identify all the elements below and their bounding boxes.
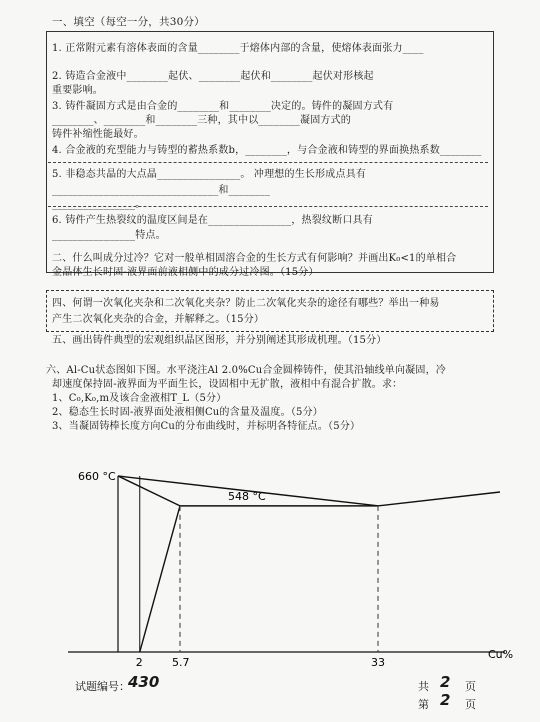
q5a-text: 5. 非稳态共晶的大点晶________________。 冲理想的生长形成点具有: [52, 169, 367, 180]
section2-line1: 二、什么叫成分过冷？它对一般单相固溶合金的生长方式有何影响？并画出K₀<1的单相合: [52, 253, 457, 264]
section6-line1: 六、Al-Cu状态图如下图。水平浇注Al 2.0%Cu合金圆棒铸件，使其沿轴线单向凝固，冷: [46, 365, 446, 376]
eutectic-temperature-label: 548 °C: [228, 489, 266, 503]
section6-item3: 3、当凝固铸棒长度方向Cu的分布曲线时，并标明各特征点。（5分）: [52, 421, 361, 432]
q2b-text: 重要影响。: [52, 85, 103, 96]
x-tick-label: 5.7: [172, 656, 190, 669]
section4-line2: 产生二次氧化夹杂的合金，并解释之。（15分）: [52, 314, 265, 325]
q6a-text: 6. 铸件产生热裂纹的温度区间是在________________，热裂纹断口具有: [52, 215, 373, 226]
liquidus-right-line: [378, 492, 500, 506]
current-page-label: 第: [418, 698, 429, 711]
x-axis-unit-label: Cu%: [488, 648, 514, 661]
q5b-text: ________________________________和________: [52, 185, 271, 196]
total-pages-value: 2: [440, 673, 451, 691]
q6b-text: ________________特点。: [52, 230, 166, 241]
exam-code-value: 430: [128, 673, 160, 691]
current-page-value: 2: [440, 691, 451, 709]
q4-text: 4. 合金液的充型能力与铸型的蓄热系数b，________，与合金液和铸型的界面换热系数________: [52, 145, 482, 156]
q1-text: 1. 正常附元素有溶体表面的含量________于熔体内部的含量，使熔体表面张力____: [52, 43, 424, 54]
section2-line2: 金晶体生长时固-液界面前液相侧中的成分过冷图。（15分）: [52, 267, 319, 278]
melting-point-label: 660 °C: [78, 470, 116, 483]
total-pages-label: 共: [418, 680, 429, 693]
solvus-line: [140, 506, 180, 652]
section5-text: 五、画出铸件典型的宏观组织晶区图形，并分别阐述其形成机理。（15分）: [52, 335, 387, 346]
section1-heading: 一、填空（每空一分，共30分）: [52, 16, 205, 28]
x-tick-label: 2: [135, 656, 143, 669]
exam-code-label: 试题编号：: [75, 680, 130, 693]
q2a-text: 2. 铸造合金液中________起伏、________起伏和________起伏对形核起: [52, 71, 374, 82]
section6-item2: 2、稳态生长时固-液界面处液相侧Cu的含量及温度。（5分）: [52, 407, 323, 418]
section6-item1: 1、C₀,K₀,m及该合金液相T_L（5分）: [52, 393, 227, 404]
section6-line2: 却速度保持固-液界面为平面生长，设固相中无扩散，液相中有混合扩散。求：: [52, 379, 403, 390]
q5c-text: ________________。: [52, 199, 146, 210]
q3c-text: 铸件补缩性能最好。: [52, 129, 144, 140]
q3b-text: ________、________和________三种，其中以________凝固方式的: [52, 115, 351, 126]
current-page-unit: 页: [465, 698, 476, 711]
section4-line1: 四、何谓一次氧化夹杂和二次氧化夹杂？防止二次氧化夹杂的途径有哪些？举出一种易: [52, 298, 440, 309]
x-tick-label: 33: [371, 656, 385, 669]
q3a-text: 3. 铸件凝固方式是由合金的________和________决定的。铸件的凝固方式有: [52, 101, 394, 112]
total-pages-unit: 页: [465, 680, 476, 693]
solidus-line: [118, 476, 180, 506]
